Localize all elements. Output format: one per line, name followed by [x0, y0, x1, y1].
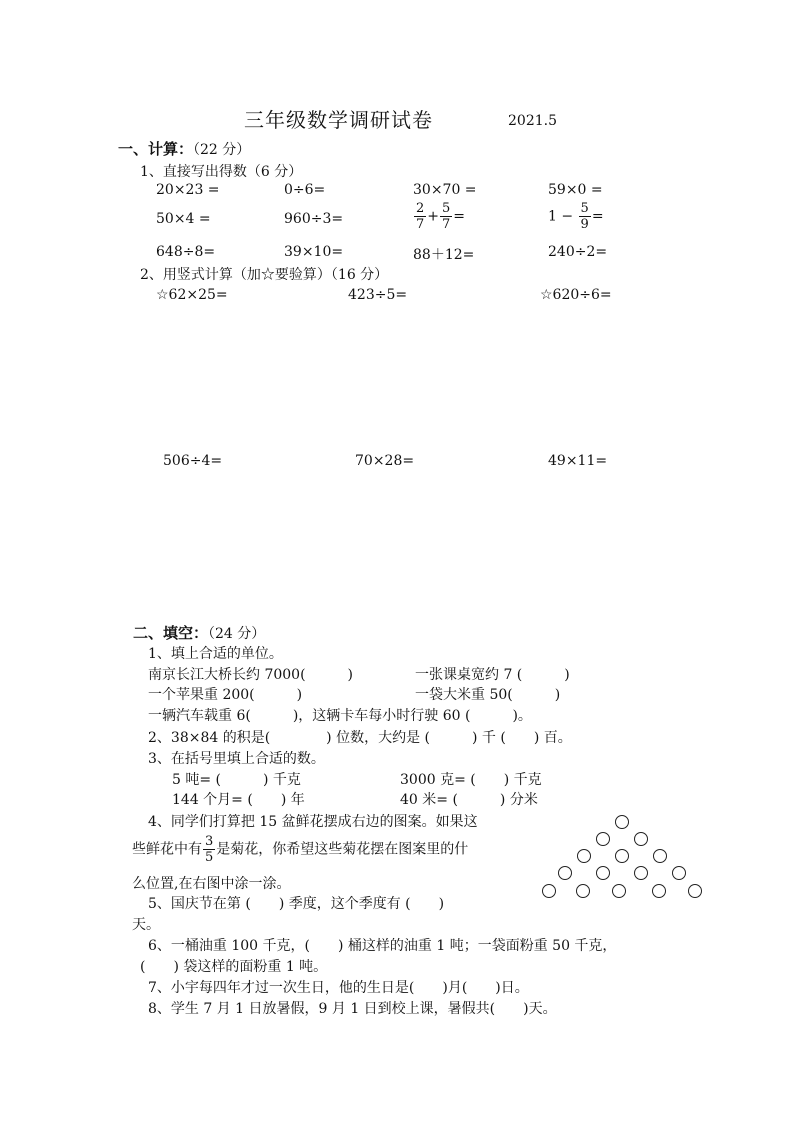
fill-q3-item: 5 吨= ( ) 千克 — [172, 772, 301, 788]
section-1-heading — [118, 138, 250, 159]
fraction: $\frac{5}{9}$ — [580, 201, 589, 232]
exam-date: 2021.5 — [508, 113, 557, 129]
calc-item: 88＋12= — [413, 247, 475, 263]
fill-q4-line3: 么位置,在右图中涂一涂。 — [132, 876, 291, 892]
fraction-expression: 1 − $\frac{5}{9}$ = — [548, 201, 604, 232]
fraction: $\frac{3}{5}$ — [205, 834, 214, 865]
flower-circle[interactable] — [558, 866, 572, 880]
section-2-heading — [133, 622, 265, 643]
fill-q1-item: 一个苹果重 200( ) — [148, 687, 303, 703]
flower-circle[interactable] — [577, 849, 591, 863]
fill-q5-line1: 5、国庆节在第 ( ) 季度，这个季度有 ( ) — [148, 896, 445, 912]
fill-q6-line1: 6、一桶油重 100 千克，( ) 桶这样的油重 1 吨；一袋面粉重 50 千克， — [148, 938, 617, 954]
section-1-points: （22 分） — [193, 142, 251, 158]
fill-q8: 8、学生 7 月 1 日放暑假，9 月 1 日到校上课，暑假共( )天。 — [148, 1001, 557, 1017]
calc-item: 20×23 = — [156, 182, 220, 198]
fill-q1-item: 南京长江大桥长约 7000( ) — [148, 667, 354, 683]
calc-item: 0÷6= — [284, 182, 326, 198]
fraction: $\frac{2}{7}$ — [416, 201, 425, 232]
calc-item: 648÷8= — [156, 244, 216, 260]
section-1-title: 一、计算： — [118, 140, 194, 158]
fill-q5-line2: 天。 — [132, 917, 160, 933]
calc-item: 39×10= — [284, 244, 344, 260]
flower-circle[interactable] — [688, 884, 702, 898]
flower-circle[interactable] — [542, 884, 556, 898]
fill-q3-item: 3000 克= ( ) 千克 — [400, 772, 542, 788]
flower-circle[interactable] — [596, 866, 610, 880]
flower-circle[interactable] — [652, 884, 666, 898]
fill-q1-item: 一张课桌宽约 7 ( ) — [415, 667, 570, 683]
fraction: $\frac{5}{7}$ — [442, 201, 451, 232]
flower-circle[interactable] — [634, 866, 648, 880]
vertical-calc-item: ☆62×25= — [156, 287, 228, 303]
calc-item: 59×0 = — [548, 182, 603, 198]
flower-circle[interactable] — [612, 884, 626, 898]
fill-q1-item: 一袋大米重 50( ) — [415, 687, 561, 703]
page-title: 三年级数学调研试卷 — [244, 108, 433, 132]
vertical-calc-item: 49×11= — [548, 453, 608, 469]
flower-circle[interactable] — [653, 849, 667, 863]
flower-circle[interactable] — [596, 832, 610, 846]
vertical-calc-item: ☆620÷6= — [540, 287, 612, 303]
flower-circle[interactable] — [634, 832, 648, 846]
flower-circle[interactable] — [615, 815, 629, 829]
fill-q2: 2、38×84 的积是( ) 位数，大约是 ( ) 千 ( ) 百。 — [148, 730, 572, 746]
vertical-calc-item: 70×28= — [355, 453, 415, 469]
flower-circle[interactable] — [672, 866, 686, 880]
fraction-expression: $\frac{2}{7}$ + $\frac{5}{7}$ = — [416, 201, 466, 232]
calc-item: 240÷2= — [548, 244, 608, 260]
fill-q1-item: 一辆汽车载重 6( )，这辆卡车每小时行驶 60 ( )。 — [148, 708, 532, 724]
fill-q4-line1: 4、同学们打算把 15 盆鲜花摆成右边的图案。如果这 — [148, 814, 478, 830]
calc-item: 50×4 = — [156, 211, 211, 227]
fill-q3-label: 3、在括号里填上合适的数。 — [148, 751, 325, 767]
vertical-calc-item: 423÷5= — [348, 287, 408, 303]
fill-q6-line2: ( ) 袋这样的面粉重 1 吨。 — [140, 959, 328, 975]
vertical-calc-item: 506÷4= — [163, 453, 223, 469]
flower-circle[interactable] — [576, 884, 590, 898]
calc-item: 30×70 = — [413, 182, 477, 198]
q1-label: 1、直接写出得数（6 分） — [140, 164, 303, 180]
fill-q4-line2: 些鲜花中有 $\frac{3}{5}$ 是菊花，你希望这些菊花摆在图案里的什 — [132, 834, 469, 865]
flower-circle[interactable] — [615, 849, 629, 863]
section-2-points: （24 分） — [208, 626, 266, 642]
fill-q7: 7、小宇每四年才过一次生日，他的生日是( )月( )日。 — [148, 980, 529, 996]
q2-label: 2、用竖式计算（加☆要验算）（16 分） — [140, 267, 389, 283]
calc-item: 960÷3= — [284, 211, 344, 227]
fill-q1-label: 1、填上合适的单位。 — [148, 646, 283, 662]
section-2-title: 二、填空： — [133, 624, 209, 642]
fill-q3-item: 40 米= ( ) 分米 — [400, 792, 538, 808]
fill-q3-item: 144 个月= ( ) 年 — [172, 792, 305, 808]
